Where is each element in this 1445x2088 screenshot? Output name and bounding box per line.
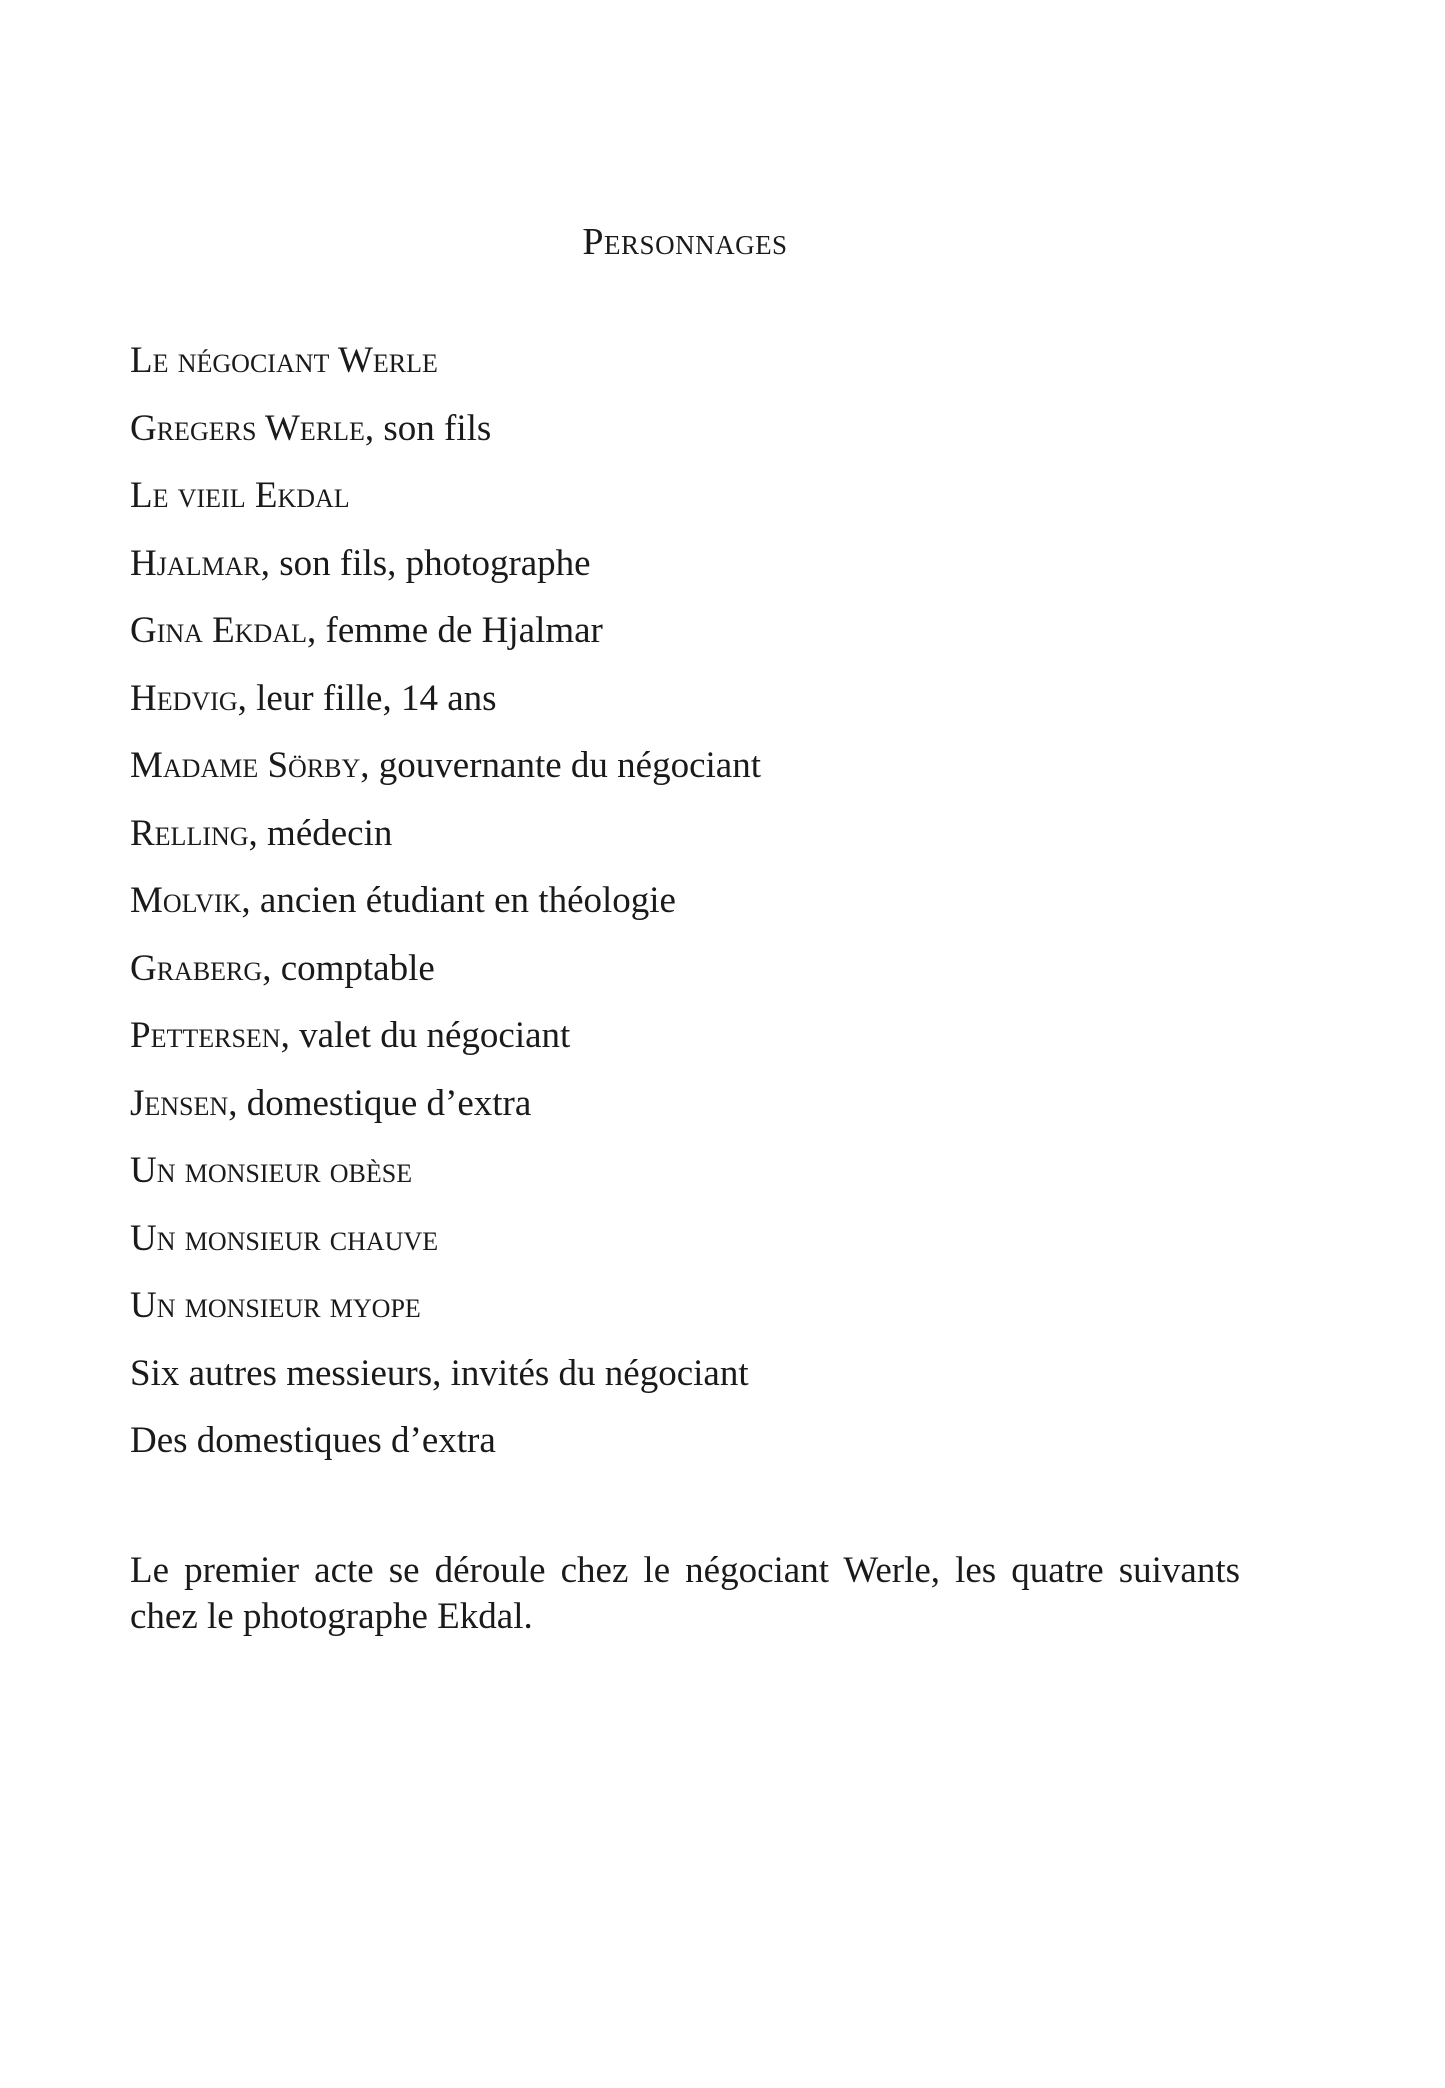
character-entry <box>130 470 1240 538</box>
character-description: , valet du négociant <box>280 1015 571 1056</box>
character-entry <box>130 875 1240 943</box>
page-title: Personnages <box>582 221 788 263</box>
character-description: , son fils <box>364 407 492 449</box>
character-entry <box>130 403 1240 471</box>
character-name: Un monsieur myope <box>130 1285 421 1326</box>
character-name: Jensen <box>130 1082 229 1124</box>
character-name: Un monsieur obèse <box>130 1150 413 1191</box>
character-name: Hedvig <box>130 677 238 719</box>
character-description: , médecin <box>248 812 393 854</box>
character-entry <box>130 538 1240 606</box>
character-entry <box>130 605 1240 673</box>
character-entry <box>130 1348 1240 1416</box>
character-entry <box>130 1078 1240 1146</box>
character-description: , femme de Hjalmar <box>307 610 603 651</box>
character-description: , ancien étudiant en théologie <box>241 880 676 921</box>
character-name: Hjalmar <box>130 542 261 584</box>
character-name: Le vieil Ekdal <box>130 475 350 516</box>
character-list <box>130 335 1240 1483</box>
character-entry <box>130 1145 1240 1213</box>
character-description: , gouvernante du négociant <box>360 745 761 786</box>
character-name: Un monsieur chauve <box>130 1217 439 1259</box>
character-entry <box>130 673 1240 741</box>
character-entry <box>130 1415 1240 1483</box>
character-description: , domestique d’extra <box>228 1082 532 1124</box>
character-description: Des domestiques d’extra <box>130 1420 496 1461</box>
character-description: Six autres messieurs, invités du négociant <box>130 1352 749 1394</box>
character-name: Graberg <box>130 947 263 989</box>
character-entry <box>130 1213 1240 1281</box>
character-entry <box>130 335 1240 403</box>
character-name: Madame Sörby <box>130 745 361 786</box>
character-description: , leur fille, 14 ans <box>237 677 497 719</box>
character-name: Gregers Werle <box>130 407 365 449</box>
character-name: Le négociant Werle <box>130 340 438 381</box>
character-entry <box>130 1010 1240 1078</box>
character-name: Relling <box>130 812 249 854</box>
character-description: , son fils, photographe <box>260 542 591 584</box>
character-name: Molvik <box>130 880 242 921</box>
character-entry <box>130 740 1240 808</box>
character-name: Pettersen <box>130 1015 281 1056</box>
character-entry <box>130 1280 1240 1348</box>
character-entry <box>130 808 1240 876</box>
character-entry <box>130 943 1240 1011</box>
character-description: , comptable <box>262 947 435 989</box>
character-name: Gina Ekdal <box>130 610 307 651</box>
setting-note: Le premier acte se déroule chez le négociant Werle, les quatre suivants chez le photographe Ekdal. <box>130 1550 1240 1637</box>
